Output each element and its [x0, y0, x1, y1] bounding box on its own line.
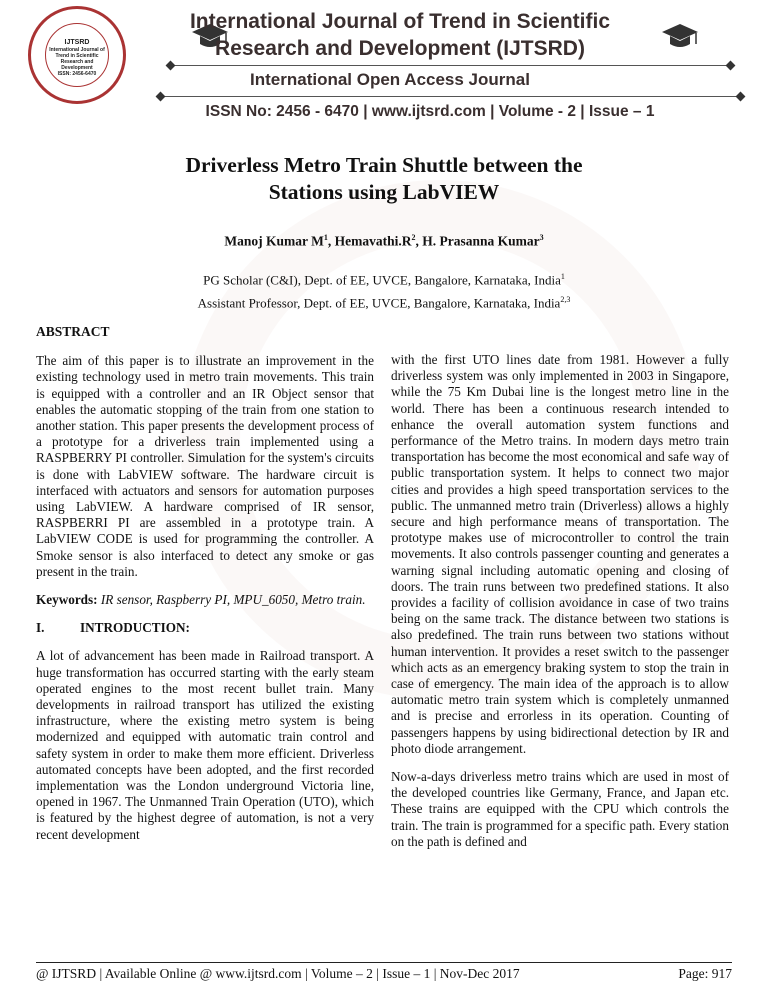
left-column [36, 324, 374, 855]
journal-title-line1: International Journal of Trend in Scientific [189, 10, 611, 33]
keywords-label: Keywords [36, 592, 94, 608]
logo-text-1: IJTSRD [64, 39, 90, 46]
journal-title-line2: Research and Development (IJTSRD) [215, 37, 585, 60]
journal-logo [28, 6, 126, 104]
header-rule [160, 96, 740, 97]
affiliation-2: Assistant Professor, Dept. of EE, UVCE, Bangalore, Karnataka, India [197, 295, 561, 311]
page-number: Page: 917 [678, 966, 732, 981]
author-list: Manoj Kumar $M^1$, $Hemavathi.R^2$, H. Prasanna Kumar$^3$ [224, 233, 544, 249]
author-name: Hemavathi.R [334, 233, 412, 249]
paper-title-line2: Stations using LabVIEW [268, 180, 500, 204]
affiliation-1: PG Scholar (C&I), Dept. of EE, UVCE, Bangalore, Karnataka, India [203, 272, 561, 288]
keywords-text: IR sensor, Raspberry PI, MPU_6050, Metro train. [100, 592, 366, 608]
page-footer [36, 966, 732, 982]
rule-diamond [166, 61, 176, 71]
logo-text-2: International Journal of Trend in Scientific Research and Development [49, 47, 105, 71]
keywords: Keywords: IR sensor, Raspberry PI, MPU_6050, Metro train. [36, 592, 366, 608]
author-sup: 3 [539, 233, 544, 242]
right-paragraph-1: with the first UTO lines date from 1981. However a fully driverless system was only implemented in 2003 in Singapore, while the 75 Km Dubai line is the longest metro line in the world. There has been a continuous research intended to enhance the overall automation system functions and performance of the Metro trains. In modern days metro train transportation has become the most economical and safe way of public transportation system. It helps to connect two major cities and provides a high speed transportation services to the public. The unmanned metro train (Driverless) allows a highly secure and high performance means of transportation. The prototype makes use of microcontroller to control the train movements. It also controls passenger counting and generates a warning signal including automatic opening and closing of doors. The train runs between two predefined stations. It also provides a facility of collision avoidance in case of two trains being on the same track. The distance between two stations is also predefined. The train runs between two stations without human intervention. It provides a reset switch to the passenger which acts as an emergency braking system to stop the train in case of emergency. The main idea of the approach is to allow automatic metro train system which is completely unmanned and is precise and errorless in its operation. Counting of passengers happens by using bidirectional detection by IR and photo diode arrangement. [391, 352, 729, 756]
footer-rule [36, 962, 732, 963]
author-name: Manoj Kumar M [224, 233, 324, 249]
intro-text: A lot of advancement has been made in Railroad transport. A huge transformation has occurred starting with the early steam operated engines to the most recent bullet train. Many developments in railroad transport has utilized the existing infrastructure, where the existing metro system is being modernized and equipped with automatic train control and safety system in order to make them more efficient. Driverless automated concepts have been adopted, and the first recorded implementation was the London underground Victoria line, opened in 1967. The Unmanned Train Operation (UTO), which is featured by the highest degree of automation, is not a very recent development [36, 648, 374, 842]
affiliation-sup: 2,3 [560, 295, 571, 305]
rule-diamond [736, 92, 746, 102]
abstract-text: The aim of this paper is to illustrate an improvement in the existing technology used in metro train movements. This train is equipped with a controller and an IR Object sensor that enables the automatic stopping of the train from one station to another station. This paper presents the development process of a prototype for a driverless train implemented using a RASPBERRY PI controller. Simulation for the system's circuits is done with LabVIEW software. The hardware circuit is interfaced with actuators and sensors for automation purposes using LabVIEW. A hardware comprised of IR sensor, RASPBERRI PI are assembled in a prototype train. A LabVIEW CODE is used for programming the controller. A Smoke sensor is also interfaced to detect any smoke or gas present in the train. [36, 353, 374, 579]
section-title: INTRODUCTION: [80, 620, 190, 636]
issn-line: ISSN No: 2456 - 6470 | www.ijtsrd.com | Volume - 2 | Issue – 1 [205, 103, 655, 120]
author-sup: 1 [323, 233, 328, 242]
right-paragraph-2: Now-a-days driverless metro trains which are used in most of the developed countries like Germany, France, and Japan etc. These trains are equipped with the CPU which controls the train. The train is programmed for a specific path. Every station on the path is defined and [391, 769, 729, 849]
graduation-cap-icon [660, 22, 700, 52]
abstract-heading: ABSTRACT [36, 324, 110, 339]
section-heading [36, 620, 374, 636]
rule-diamond [156, 92, 166, 102]
affiliations [100, 267, 668, 314]
footer-citation: @ IJTSRD | Available Online @ www.ijtsrd.com | Volume – 2 | Issue – 1 | Nov-Dec 2017 [36, 966, 520, 981]
paper-title [100, 152, 668, 206]
section-number: I. [36, 620, 45, 636]
right-column [391, 352, 729, 862]
rule-diamond [726, 61, 736, 71]
author-sup: 2 [411, 233, 416, 242]
open-access-label: International Open Access Journal [250, 70, 530, 89]
journal-title [150, 8, 650, 62]
journal-header [0, 0, 768, 135]
logo-text-3: ISSN: 2456-6470 [57, 71, 97, 77]
affiliation-sup: 1 [560, 272, 565, 281]
header-rule [170, 65, 730, 66]
paper-title-line1: Driverless Metro Train Shuttle between the [185, 153, 583, 177]
author-name: H. Prasanna Kumar [422, 233, 540, 249]
